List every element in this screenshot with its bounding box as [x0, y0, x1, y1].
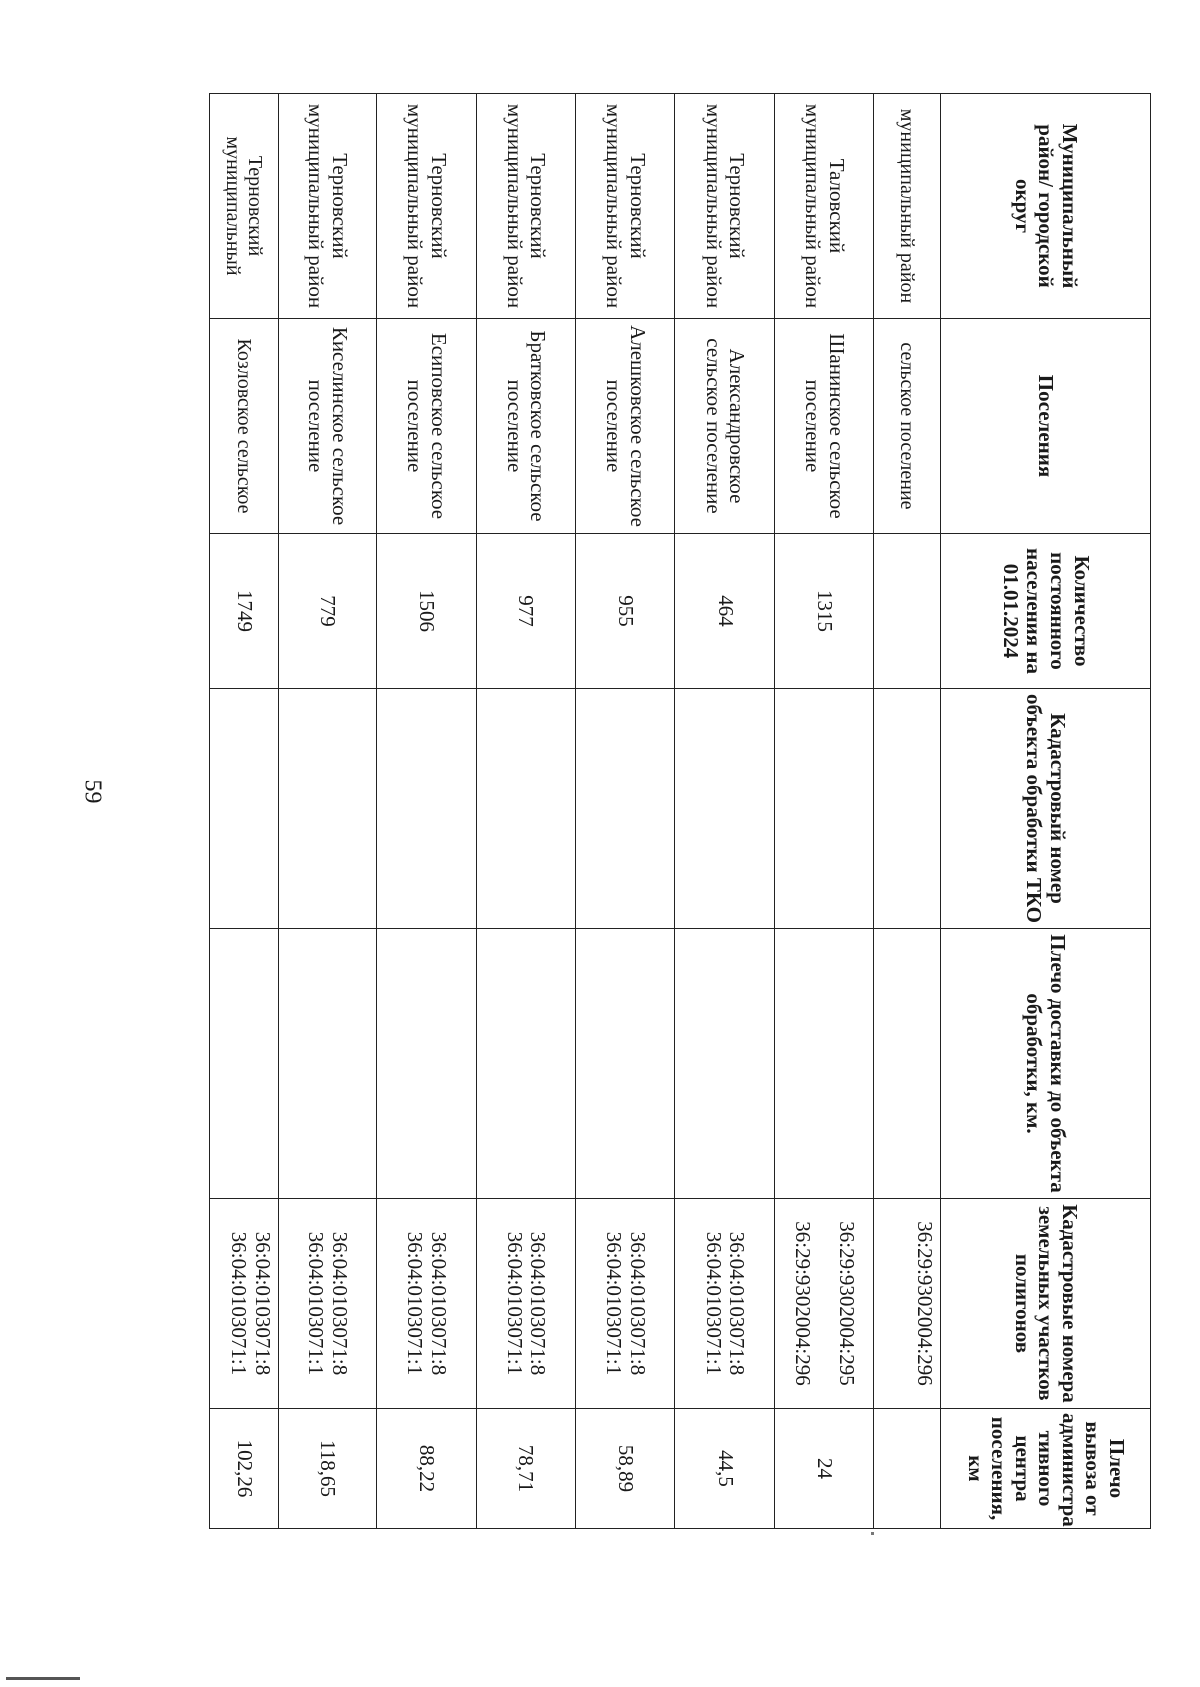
table-row [376, 94, 476, 1529]
cell-removal-distance: 58,89 [575, 1409, 675, 1529]
cadastral-number: 36:04:0103071:8 [327, 1231, 352, 1376]
cell-delivery-distance [675, 929, 775, 1199]
cell-district: Таловский муниципальный район [775, 94, 874, 319]
landfill-table [209, 93, 1151, 1529]
header-settlement: Поселения [941, 319, 1151, 534]
cell-settlement: Александровское сельское поселение [675, 319, 775, 534]
cell-cadastral-landfill [210, 1199, 279, 1409]
cell-settlement: Алешковское сельское поселение [575, 319, 675, 534]
cell-population: 1749 [210, 534, 279, 689]
cell-cadastral-processing [675, 689, 775, 929]
cell-cadastral-processing [775, 689, 874, 929]
cell-population [874, 534, 941, 689]
cell-district: Терновский муниципальный район [575, 94, 675, 319]
table-row [874, 94, 941, 1529]
header-delivery-distance: Плечо доставки до объекта обработки, км. [941, 929, 1151, 1199]
table-row [775, 94, 874, 1529]
cell-removal-distance: 44,5 [675, 1409, 775, 1529]
cell-cadastral-landfill [376, 1199, 476, 1409]
cell-district: Терновский муниципальный район [675, 94, 775, 319]
cell-removal-distance: 88,22 [376, 1409, 476, 1529]
cell-cadastral-processing [575, 689, 675, 929]
cell-delivery-distance [575, 929, 675, 1199]
table-row [476, 94, 575, 1529]
cell-cadastral-processing [476, 689, 575, 929]
table-row [278, 94, 376, 1529]
cell-cadastral-processing [210, 689, 279, 929]
cell-district: Терновский муниципальный [210, 94, 279, 319]
cell-population: 977 [476, 534, 575, 689]
cell-cadastral-processing [376, 689, 476, 929]
cell-cadastral-landfill [575, 1199, 675, 1409]
cell-delivery-distance [874, 929, 941, 1199]
cadastral-number: 36:29:9302004:295 [834, 1221, 859, 1386]
cell-removal-distance: 24 [775, 1409, 874, 1529]
cell-cadastral-landfill [874, 1199, 941, 1409]
cell-cadastral-processing [874, 689, 941, 929]
cadastral-number: 36:04:0103071:8 [250, 1231, 275, 1376]
rotated-table-container [209, 93, 1151, 1528]
cell-district: Терновский муниципальный район [476, 94, 575, 319]
cell-delivery-distance [476, 929, 575, 1199]
header-population: Количество постоянного населения на 01.01.2024 [941, 534, 1151, 689]
cell-delivery-distance [775, 929, 874, 1199]
cell-district: муниципальный район [874, 94, 941, 319]
cadastral-number: 36:04:0103071:8 [526, 1231, 551, 1376]
cell-delivery-distance [210, 929, 279, 1199]
cell-cadastral-landfill [675, 1199, 775, 1409]
cell-population: 955 [575, 534, 675, 689]
cell-settlement: сельское поселение [874, 319, 941, 534]
cadastral-number: 36:04:0103071:8 [625, 1231, 650, 1376]
scan-speck [871, 1532, 874, 1535]
cadastral-number: 36:04:0103071:8 [426, 1231, 451, 1376]
page-number: 59 [79, 779, 106, 804]
table-header-row [941, 94, 1151, 1529]
cell-district: Терновский муниципальный район [376, 94, 476, 319]
cell-population: 464 [675, 534, 775, 689]
cell-district: Терновский муниципальный район [278, 94, 376, 319]
header-cadastral-processing: Кадастровый номер объекта обработки ТКО [941, 689, 1151, 929]
header-district: Муниципальный район/ городской округ [941, 94, 1151, 319]
cadastral-number: 36:04:0103071:1 [227, 1231, 252, 1376]
cell-settlement: Братковское сельское поселение [476, 319, 575, 534]
cell-removal-distance: 78,71 [476, 1409, 575, 1529]
cadastral-number: 36:04:0103071:1 [602, 1231, 627, 1376]
cell-population: 779 [278, 534, 376, 689]
cadastral-number: 36:29:9302004:296 [791, 1221, 816, 1386]
cell-settlement: Есиповское сельское поселение [376, 319, 476, 534]
cell-population: 1506 [376, 534, 476, 689]
table-row [210, 94, 279, 1529]
cell-cadastral-processing [278, 689, 376, 929]
cadastral-number: 36:04:0103071:1 [403, 1231, 428, 1376]
cell-cadastral-landfill [476, 1199, 575, 1409]
cell-population: 1315 [775, 534, 874, 689]
cell-settlement: Шанинское сельское поселение [775, 319, 874, 534]
cadastral-number: 36:04:0103071:1 [701, 1231, 726, 1376]
cell-settlement: Киселинское сельское поселение [278, 319, 376, 534]
scan-edge-mark [6, 1677, 80, 1680]
cadastral-number: 36:04:0103071:8 [725, 1231, 750, 1376]
cadastral-number: 36:04:0103071:1 [502, 1231, 527, 1376]
cell-delivery-distance [278, 929, 376, 1199]
table-row [675, 94, 775, 1529]
cell-settlement: Козловское сельское [210, 319, 279, 534]
cadastral-number: 36:04:0103071:1 [304, 1231, 329, 1376]
header-cadastral-landfill: Кадастровые номера земельных участков полигонов [941, 1199, 1151, 1409]
table-row [575, 94, 675, 1529]
cell-removal-distance: 102,26 [210, 1409, 279, 1529]
cell-cadastral-landfill [775, 1199, 874, 1409]
cell-removal-distance: 118,65 [278, 1409, 376, 1529]
cadastral-number: 36:29:9302004:296 [913, 1221, 937, 1386]
cell-cadastral-landfill [278, 1199, 376, 1409]
cell-delivery-distance [376, 929, 476, 1199]
header-removal-distance: Плечо вывоза от администра тивного центра поселения, км [941, 1409, 1151, 1529]
cell-removal-distance [874, 1409, 941, 1529]
